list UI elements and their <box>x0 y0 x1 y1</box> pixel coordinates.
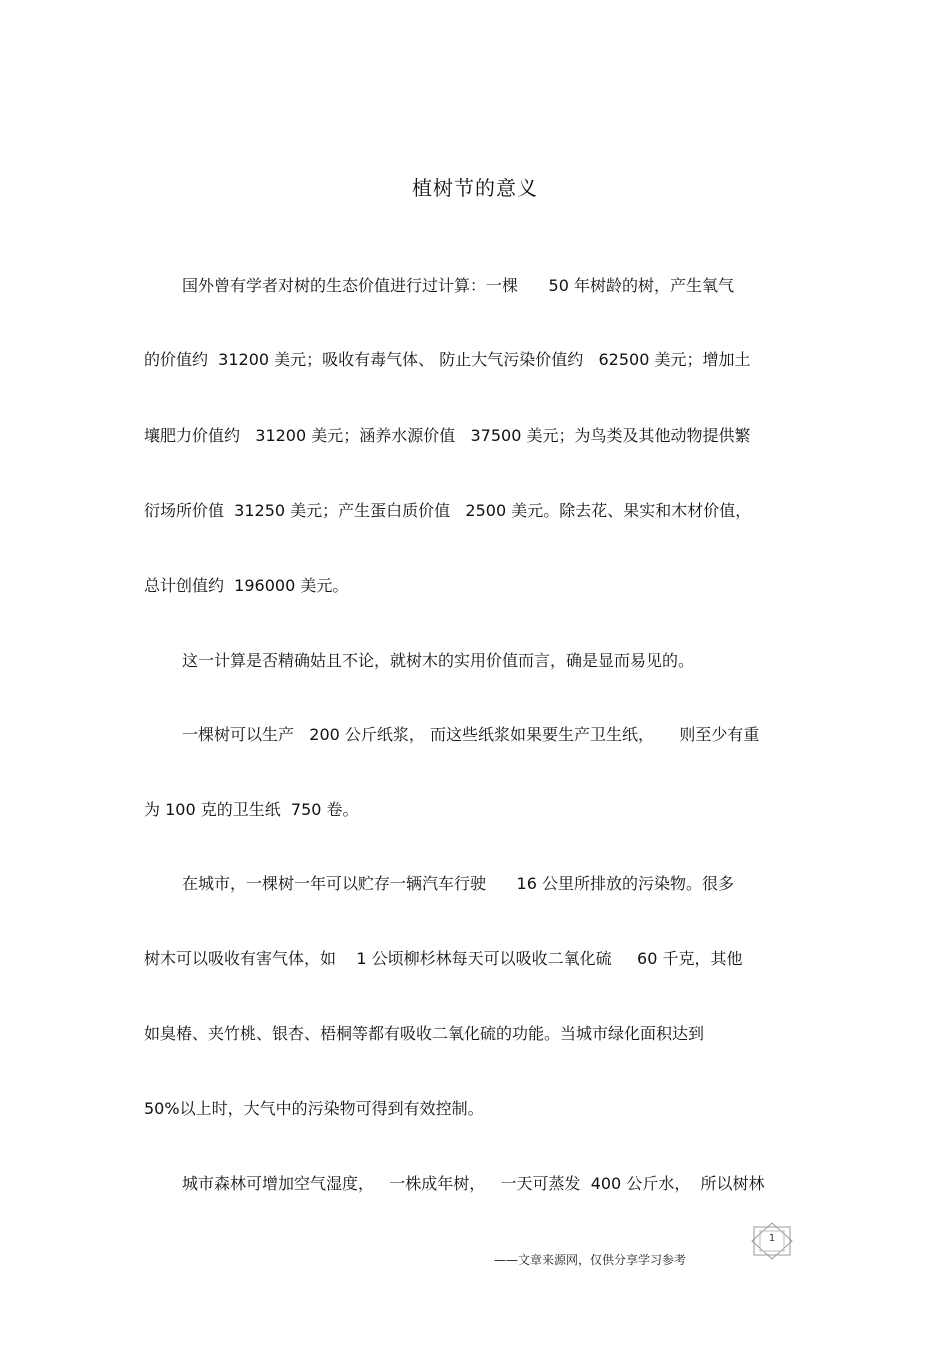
page-number: 1 <box>768 1233 776 1244</box>
document-title: 植树节的意义 <box>412 176 538 200</box>
paragraph-line: 衍场所价值 31250 美元；产生蛋白质价值 2500 美元。除去花、果实和木材价值， <box>144 501 752 520</box>
paragraph-line: 为 100 克的卫生纸 750 卷。 <box>144 800 359 819</box>
paragraph-line: 总计创值约 196000 美元。 <box>144 576 349 595</box>
paragraph-line: 树木可以吸收有害气体，如 1 公顷柳杉林每天可以吸收二氧化硫 60 千克，其他 <box>144 949 743 968</box>
paragraph-line: 如臭椿、夹竹桃、银杏、梧桐等都有吸收二氧化硫的功能。当城市绿化面积达到 <box>144 1024 705 1043</box>
paragraph-line: 国外曾有学者对树的生态价值进行过计算：一棵 50 年树龄的树，产生氧气 <box>182 276 734 295</box>
footer-source-note: ——文章来源网，仅供分享学习参考 <box>494 1253 687 1267</box>
paragraph-line: 城市森林可增加空气湿度， 一株成年树， 一天可蒸发 400 公斤水， 所以树林 <box>182 1174 765 1193</box>
paragraph-line: 50%以上时，大气中的污染物可得到有效控制。 <box>144 1099 484 1118</box>
paragraph-line: 一棵树可以生产 200 公斤纸浆， 而这些纸浆如果要生产卫生纸， 则至少有重 <box>182 725 760 744</box>
paragraph-line: 在城市，一棵树一年可以贮存一辆汽车行驶 16 公里所排放的污染物。很多 <box>182 874 734 893</box>
paragraph-line: 壤肥力价值约 31200 美元；涵养水源价值 37500 美元；为鸟类及其他动物提供繁 <box>144 426 751 445</box>
paragraph-line: 这一计算是否精确姑且不论，就树木的实用价值而言，确是显而易见的。 <box>182 651 695 670</box>
paragraph-line: 的价值约 31200 美元；吸收有毒气体、 防止大气污染价值约 62500 美元；增加土 <box>144 350 751 369</box>
